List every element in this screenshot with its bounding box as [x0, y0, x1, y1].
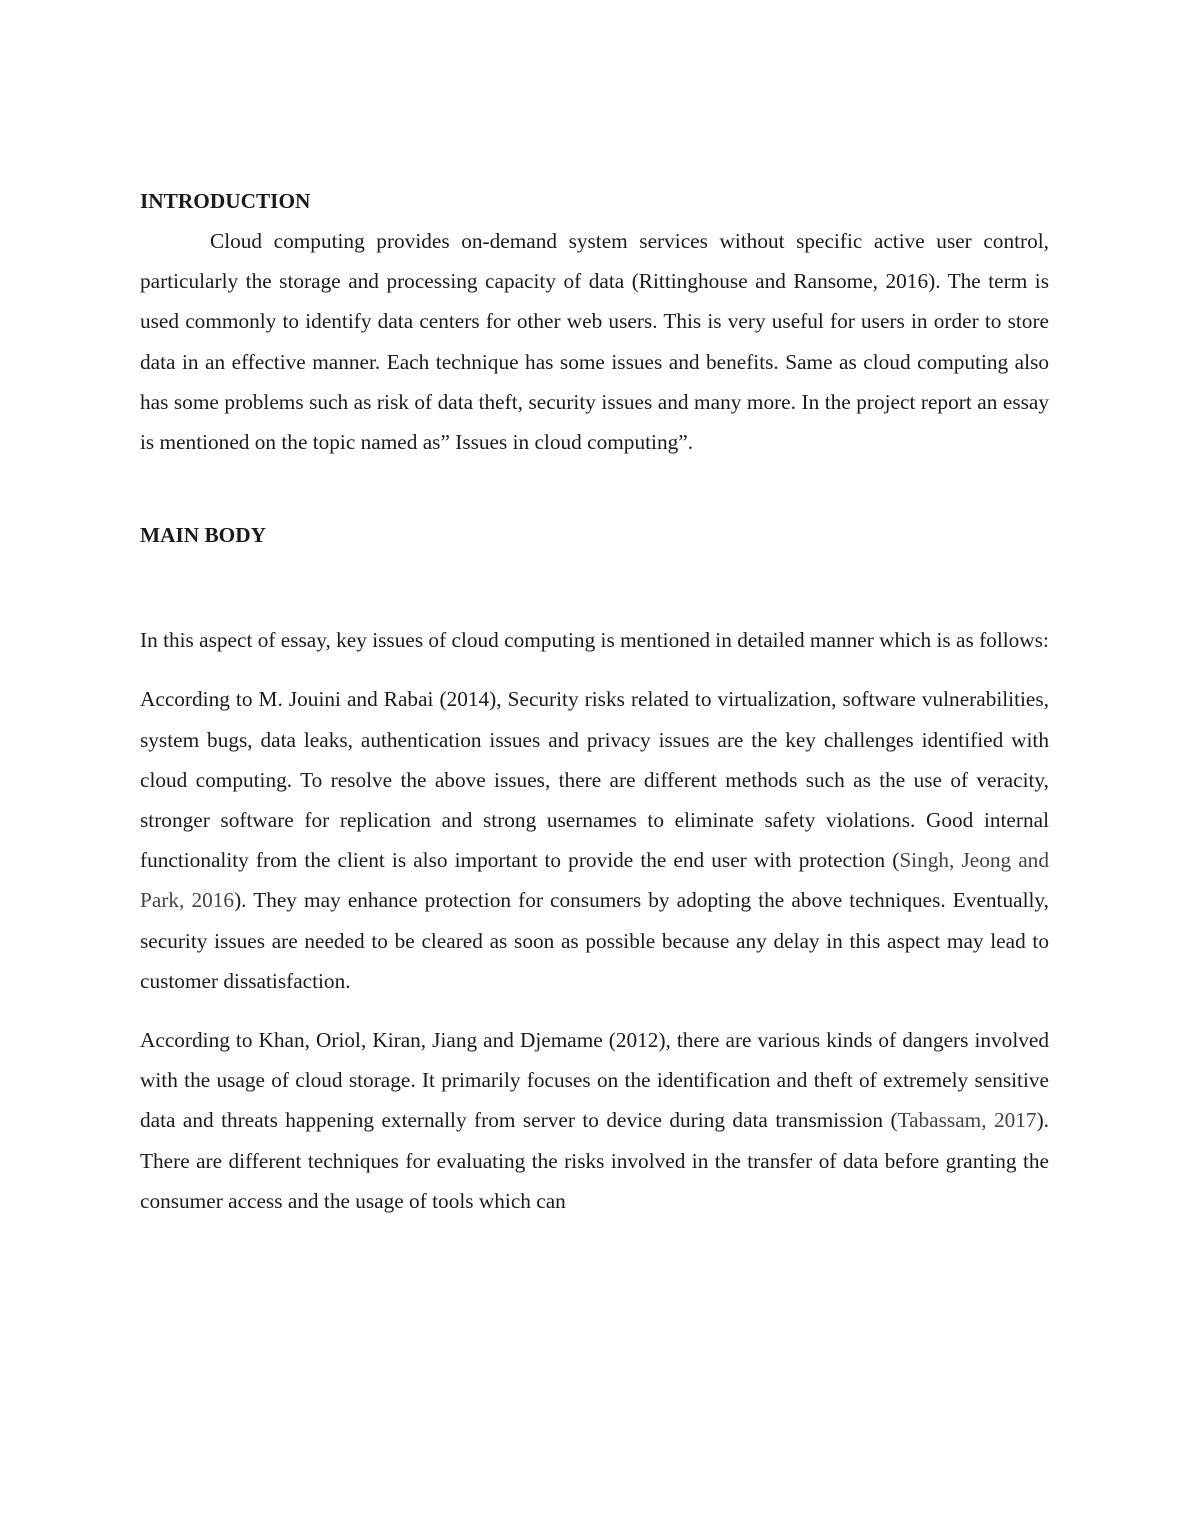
paragraph-3-text-a: According to Khan, Oriol, Kiran, Jiang and Djemame (2012), there are various kinds of dangers involved with the usage of cloud storage. It primarily focuses on the identification and theft of extremely sensitive data and threats happening externally from server to device during data transmission ( — [140, 1028, 1049, 1133]
citation-tabassam: Tabassam, 2017 — [897, 1108, 1037, 1133]
main-body-paragraph-2 — [140, 679, 1049, 1001]
main-body-paragraph-3 — [140, 1020, 1049, 1221]
introduction-paragraph: Cloud computing provides on-demand system services without specific active user control, particularly the storage and processing capacity of data (Rittinghouse and Ransome, 2016). The term is used commonly to identify data centers for other web users. This is very useful for users in order to store data in an effective manner. Each technique has some issues and benefits. Same as cloud computing also has some problems such as risk of data theft, security issues and many more. In the project report an essay is mentioned on the topic named as” Issues in cloud computing”. — [140, 229, 1049, 455]
main-body-paragraph-1: In this aspect of essay, key issues of cloud computing is mentioned in detailed manner which is as follows: — [140, 628, 1049, 653]
main-body-heading: MAIN BODY — [140, 523, 267, 548]
introduction-heading: INTRODUCTION — [140, 189, 311, 213]
document-body — [140, 186, 1049, 1221]
paragraph-2-text-b: ). They may enhance protection for consumers by adopting the above techniques. Eventually, security issues are needed to be cleared as soon as possible because any delay in this aspect may lead to customer dissatisfaction. — [140, 888, 1050, 993]
paragraph-3-text-b: ). There are different techniques for evaluating the risks involved in the transfer of data before granting the consumer access and the usage of tools which can — [140, 1108, 1049, 1213]
paragraph-2-text-a: According to M. Jouini and Rabai (2014), Security risks related to virtualization, software vulnerabilities, system bugs, data leaks, authentication issues and privacy issues are the key challenges identified with cloud computing. To resolve the above issues, there are different methods such as the use of veracity, stronger software for replication and strong usernames to eliminate safety violations. Good internal functionality from the client is also important to provide the end user with protection ( — [140, 687, 1049, 873]
citation-singh-jeong-park: Singh, Jeong and Park, 2016 — [140, 848, 1049, 913]
